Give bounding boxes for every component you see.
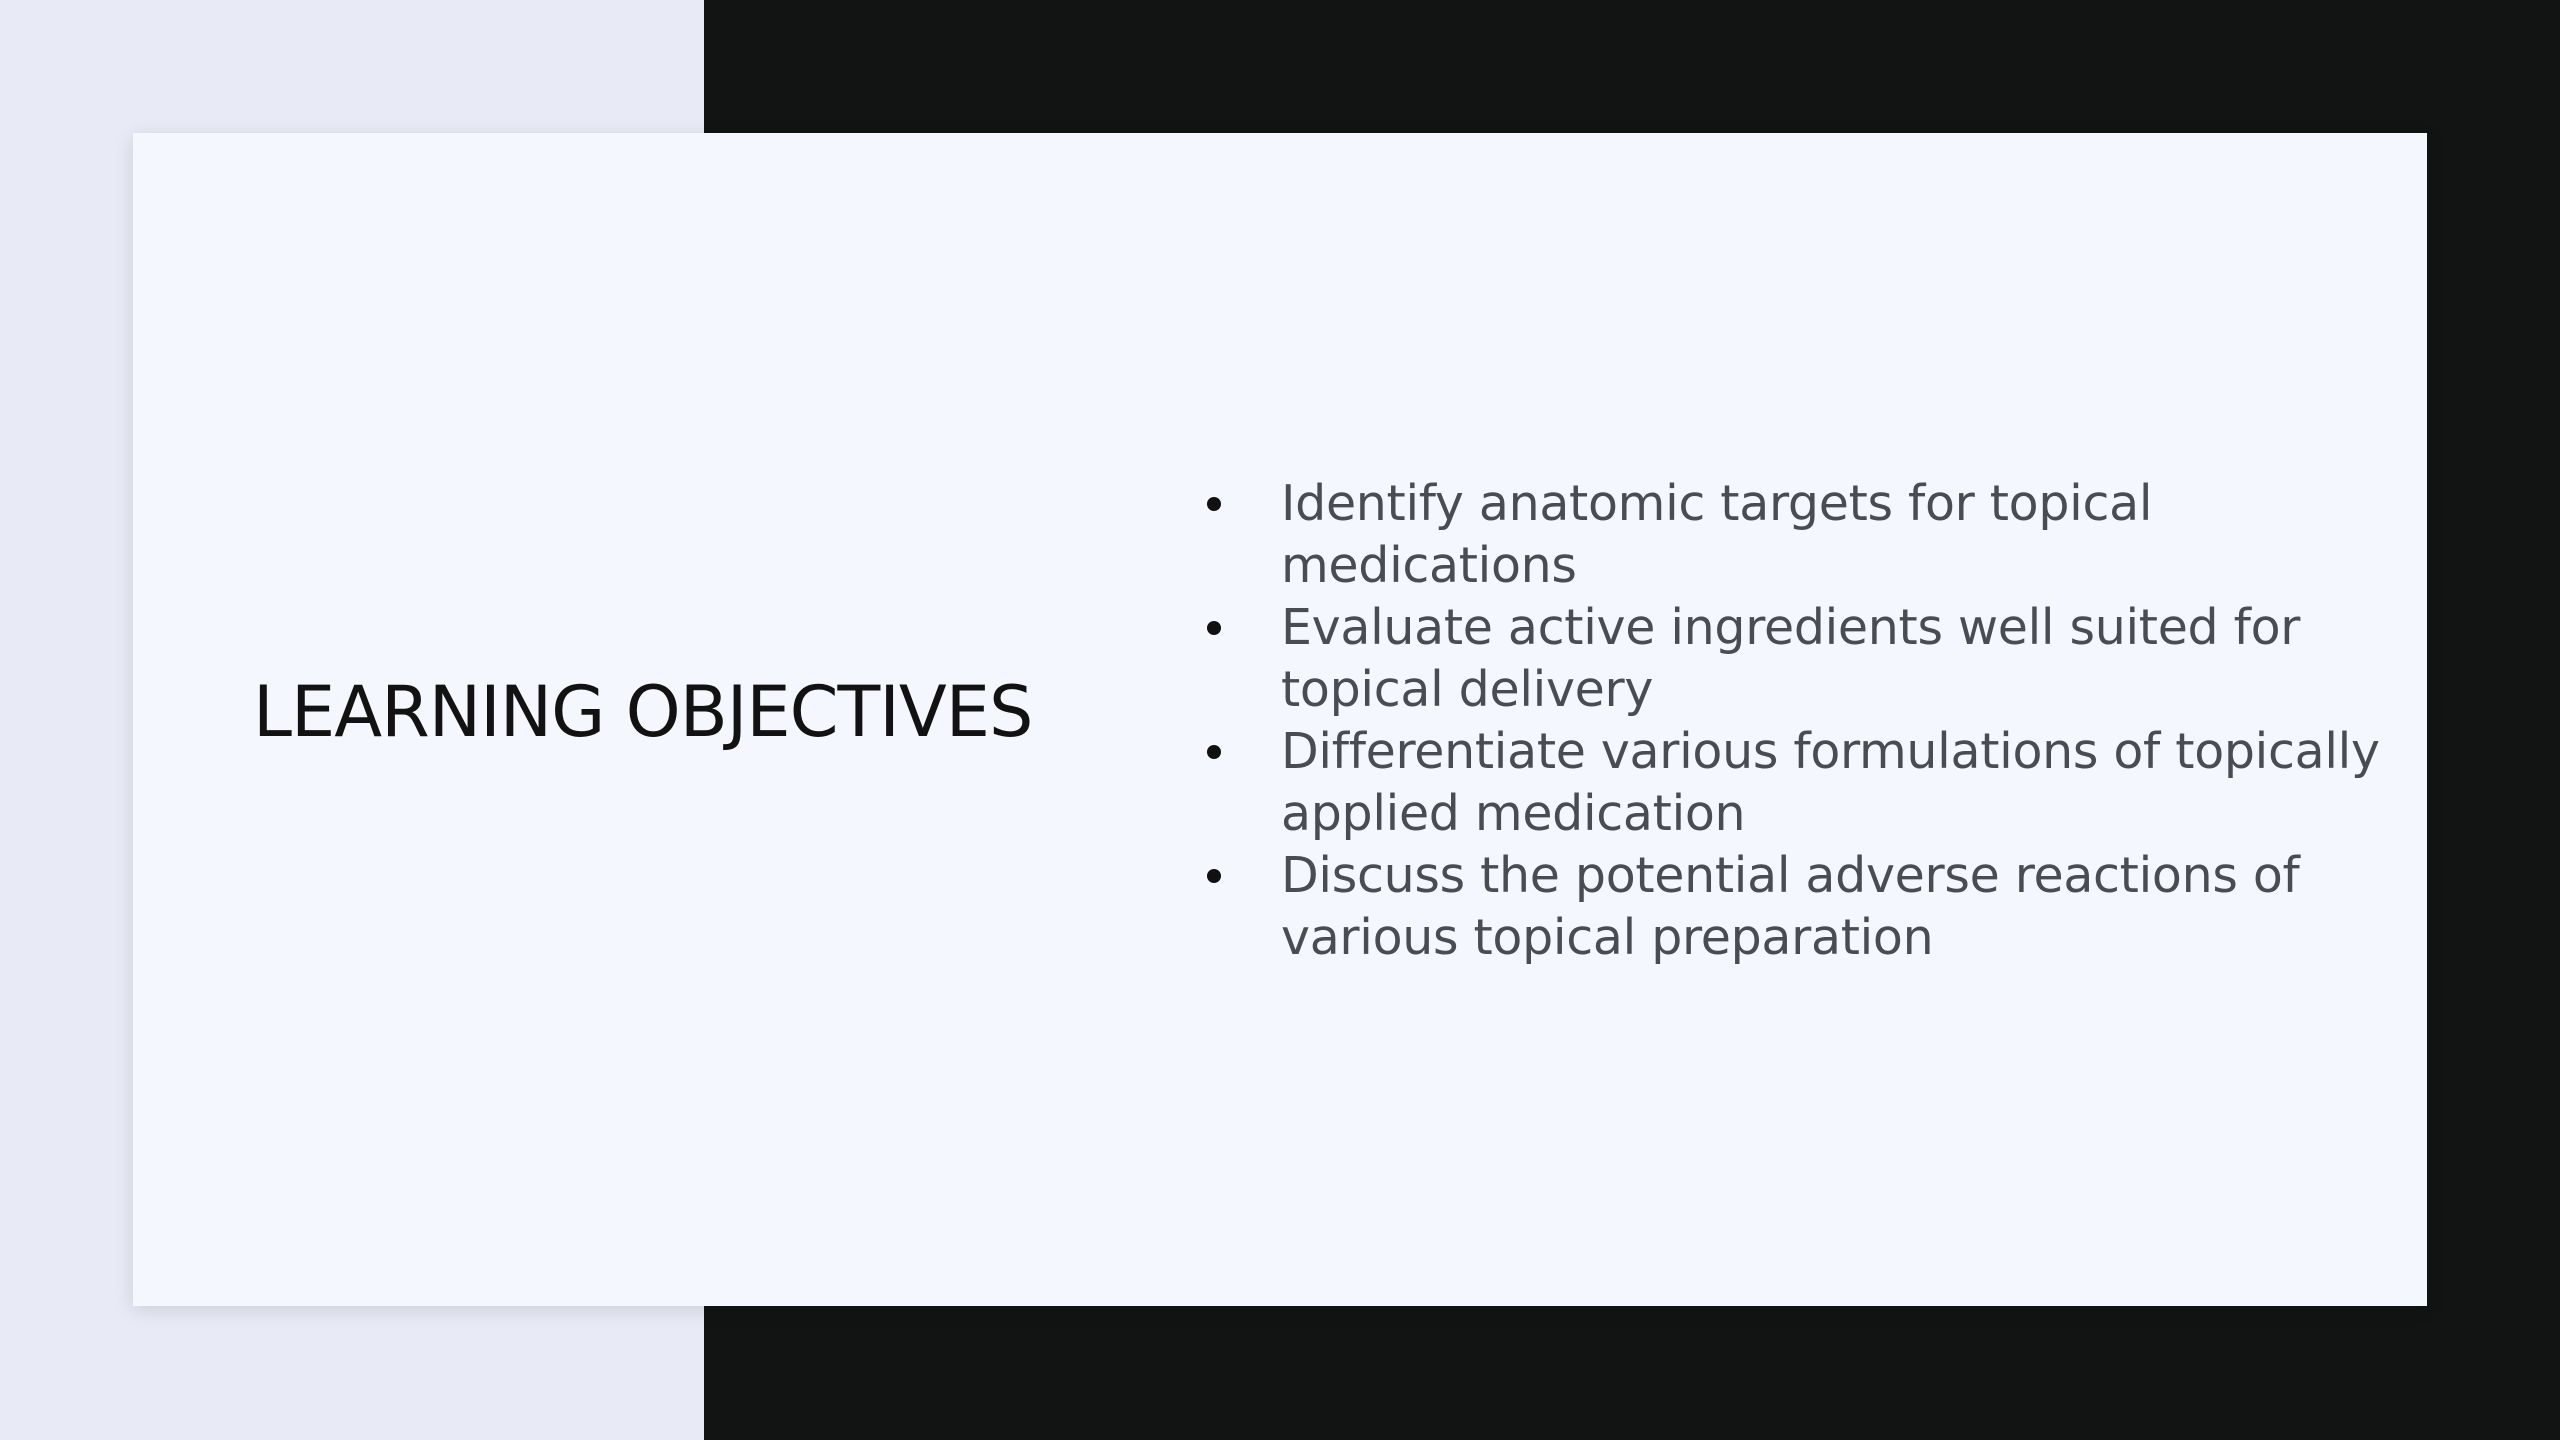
- bullet-icon: [1207, 497, 1221, 511]
- bullet-icon: [1207, 869, 1221, 883]
- objective-item: [1207, 845, 2387, 969]
- slide-title: LEARNING OBJECTIVES: [253, 671, 1033, 753]
- bullet-icon: [1207, 621, 1221, 635]
- objective-text: Discuss the potential adverse reactions of various topical preparation: [1281, 847, 2300, 966]
- objectives-list: [1207, 473, 2387, 969]
- objective-item: [1207, 473, 2387, 597]
- objective-item: [1207, 597, 2387, 721]
- bullet-icon: [1207, 745, 1221, 759]
- objective-text: Differentiate various formulations of topically applied medication: [1281, 723, 2380, 842]
- slide-card: [133, 133, 2427, 1306]
- objective-text: Identify anatomic targets for topical medications: [1281, 475, 2153, 594]
- objective-item: [1207, 721, 2387, 845]
- objective-text: Evaluate active ingredients well suited for topical delivery: [1281, 599, 2301, 718]
